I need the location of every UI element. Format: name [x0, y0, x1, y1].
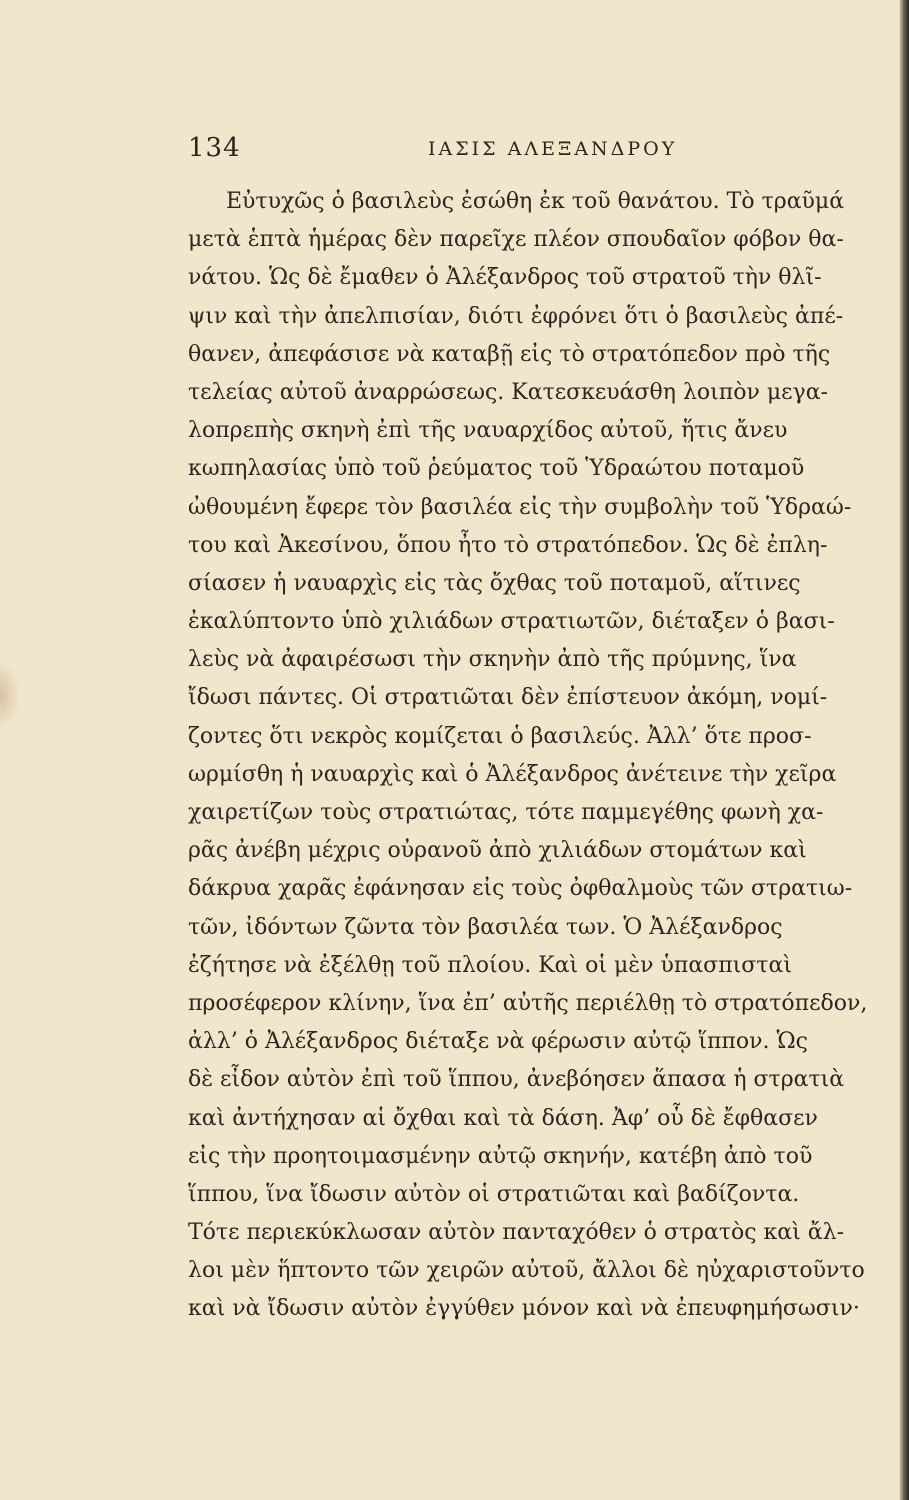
text-line: λοι μὲν ἥπτοντο τῶν χειρῶν αὐτοῦ, ἄλλοι δὲ ηὐχαριστοῦντο [188, 1258, 865, 1284]
text-line: τελείας αὐτοῦ ἀναρρώσεως. Κατεσκευάσθη λοιπὸν μεγα- [188, 379, 828, 405]
page-header [188, 133, 888, 173]
text-line: καὶ νὰ ἴδωσιν αὐτὸν ἐγγύθεν μόνον καὶ νὰ ἐπευφημήσωσιν· [188, 1296, 860, 1322]
text-line: ἐκαλύπτοντο ὑπὸ χιλιάδων στρατιωτῶν, διέταξεν ὁ βασι- [188, 609, 835, 635]
text-line: ζοντες ὅτι νεκρὸς κομίζεται ὁ βασιλεύς. Ἀλλ’ ὅτε προσ- [188, 723, 812, 749]
text-line: προσέφερον κλίνην, ἵνα ἐπ’ αὐτῆς περιέλθῃ τὸ στρατόπεδον, [188, 990, 868, 1016]
text-line: Εὐτυχῶς ὁ βασιλεὺς ἐσώθη ἐκ τοῦ θανάτου. Τὸ τραῦμά [226, 189, 845, 214]
text-line: ἵππου, ἵνα ἴδωσιν αὐτὸν οἱ στρατιῶται καὶ βαδίζοντα. [188, 1181, 800, 1207]
text-line: δὲ εἶδον αὐτὸν ἐπὶ τοῦ ἵππου, ἀνεβόησεν ἅπασα ἡ στρατιὰ [188, 1067, 845, 1093]
text-line: τῶν, ἰδόντων ζῶντα τὸν βασιλέα των. Ὁ Ἀλέξανδρος [188, 914, 783, 940]
text-line: ἀλλ’ ὁ Ἀλέξανδρος διέταξε νὰ φέρωσιν αὐτῷ ἵππον. Ὡς [188, 1029, 808, 1055]
text-line: χαιρετίζων τοὺς στρατιώτας, τότε παμμεγέθης φωνὴ χα- [188, 800, 824, 825]
text-line: του καὶ Ἀκεσίνου, ὅπου ἦτο τὸ στρατόπεδον. Ὡς δὲ ἐπλη- [188, 532, 828, 558]
text-line: λεὺς νὰ ἀφαιρέσωσι τὴν σκηνὴν ἀπὸ τῆς πρύμνης, ἵνα [188, 647, 797, 673]
text-line: ψιν καὶ τὴν ἀπελπισίαν, διότι ἐφρόνει ὅτι ὁ βασιλεὺς ἀπέ- [188, 303, 844, 329]
text-line: θανεν, ἀπεφάσισε νὰ καταβῇ εἰς τὸ στρατόπεδον πρὸ τῆς [188, 341, 831, 367]
text-line: Τότε περιεκύκλωσαν αὐτὸν πανταχόθεν ὁ στρατὸς καὶ ἄλ- [188, 1220, 845, 1246]
text-line: ἐζήτησε νὰ ἐξέλθῃ τοῦ πλοίου. Καὶ οἱ μὲν ὑπασπισταὶ [188, 952, 792, 978]
text-line: ωρμίσθη ἡ ναυαρχὶς καὶ ὁ Ἀλέξανδρος ἀνέτεινε τὴν χεῖρα [188, 761, 837, 787]
body-text [188, 183, 900, 1329]
binding-edge [899, 0, 909, 1500]
paper-stain [0, 660, 20, 730]
text-line: ρᾶς ἀνέβη μέχρις οὐρανοῦ ἀπὸ χιλιάδων στομάτων καὶ [188, 838, 807, 864]
text-line: δάκρυα χαρᾶς ἐφάνησαν εἰς τοὺς ὀφθαλμοὺς τῶν στρατιω- [188, 876, 853, 902]
text-line: ἴδωσι πάντες. Οἱ στρατιῶται δὲν ἐπίστευον ἀκόμη, νομί- [188, 685, 828, 711]
text-line: εἰς τὴν προητοιμασμένην αὐτῷ σκηνήν, κατέβη ἀπὸ τοῦ [188, 1143, 813, 1169]
page-number: 134 [188, 133, 241, 163]
text-line: σίασεν ἡ ναυαρχὶς εἰς τὰς ὄχθας τοῦ ποταμοῦ, αἵτινες [188, 570, 801, 596]
text-line: λοπρεπὴς σκηνὴ ἐπὶ τῆς ναυαρχίδος αὐτοῦ, ἥτις ἄνευ [188, 418, 788, 444]
text-line: μετὰ ἑπτὰ ἡμέρας δὲν παρεῖχε πλέον σπουδαῖον φόβον θα- [188, 227, 844, 253]
text-line: ὠθουμένη ἔφερε τὸν βασιλέα εἰς τὴν συμβολὴν τοῦ Ὑδραώ- [188, 494, 852, 520]
text-line: κωπηλασίας ὑπὸ τοῦ ῥεύματος τοῦ Ὑδραώτου ποταμοῦ [188, 456, 805, 482]
text-line: καὶ ἀντήχησαν αἱ ὄχθαι καὶ τὰ δάση. Ἀφ’ οὗ δὲ ἔφθασεν [188, 1105, 818, 1131]
text-line: νάτου. Ὡς δὲ ἔμαθεν ὁ Ἀλέξανδρος τοῦ στρατοῦ τὴν θλῖ- [188, 265, 822, 291]
running-title: ΙΑΣΙΣ ΑΛΕΞΑΝΔΡΟΥ [428, 138, 678, 160]
